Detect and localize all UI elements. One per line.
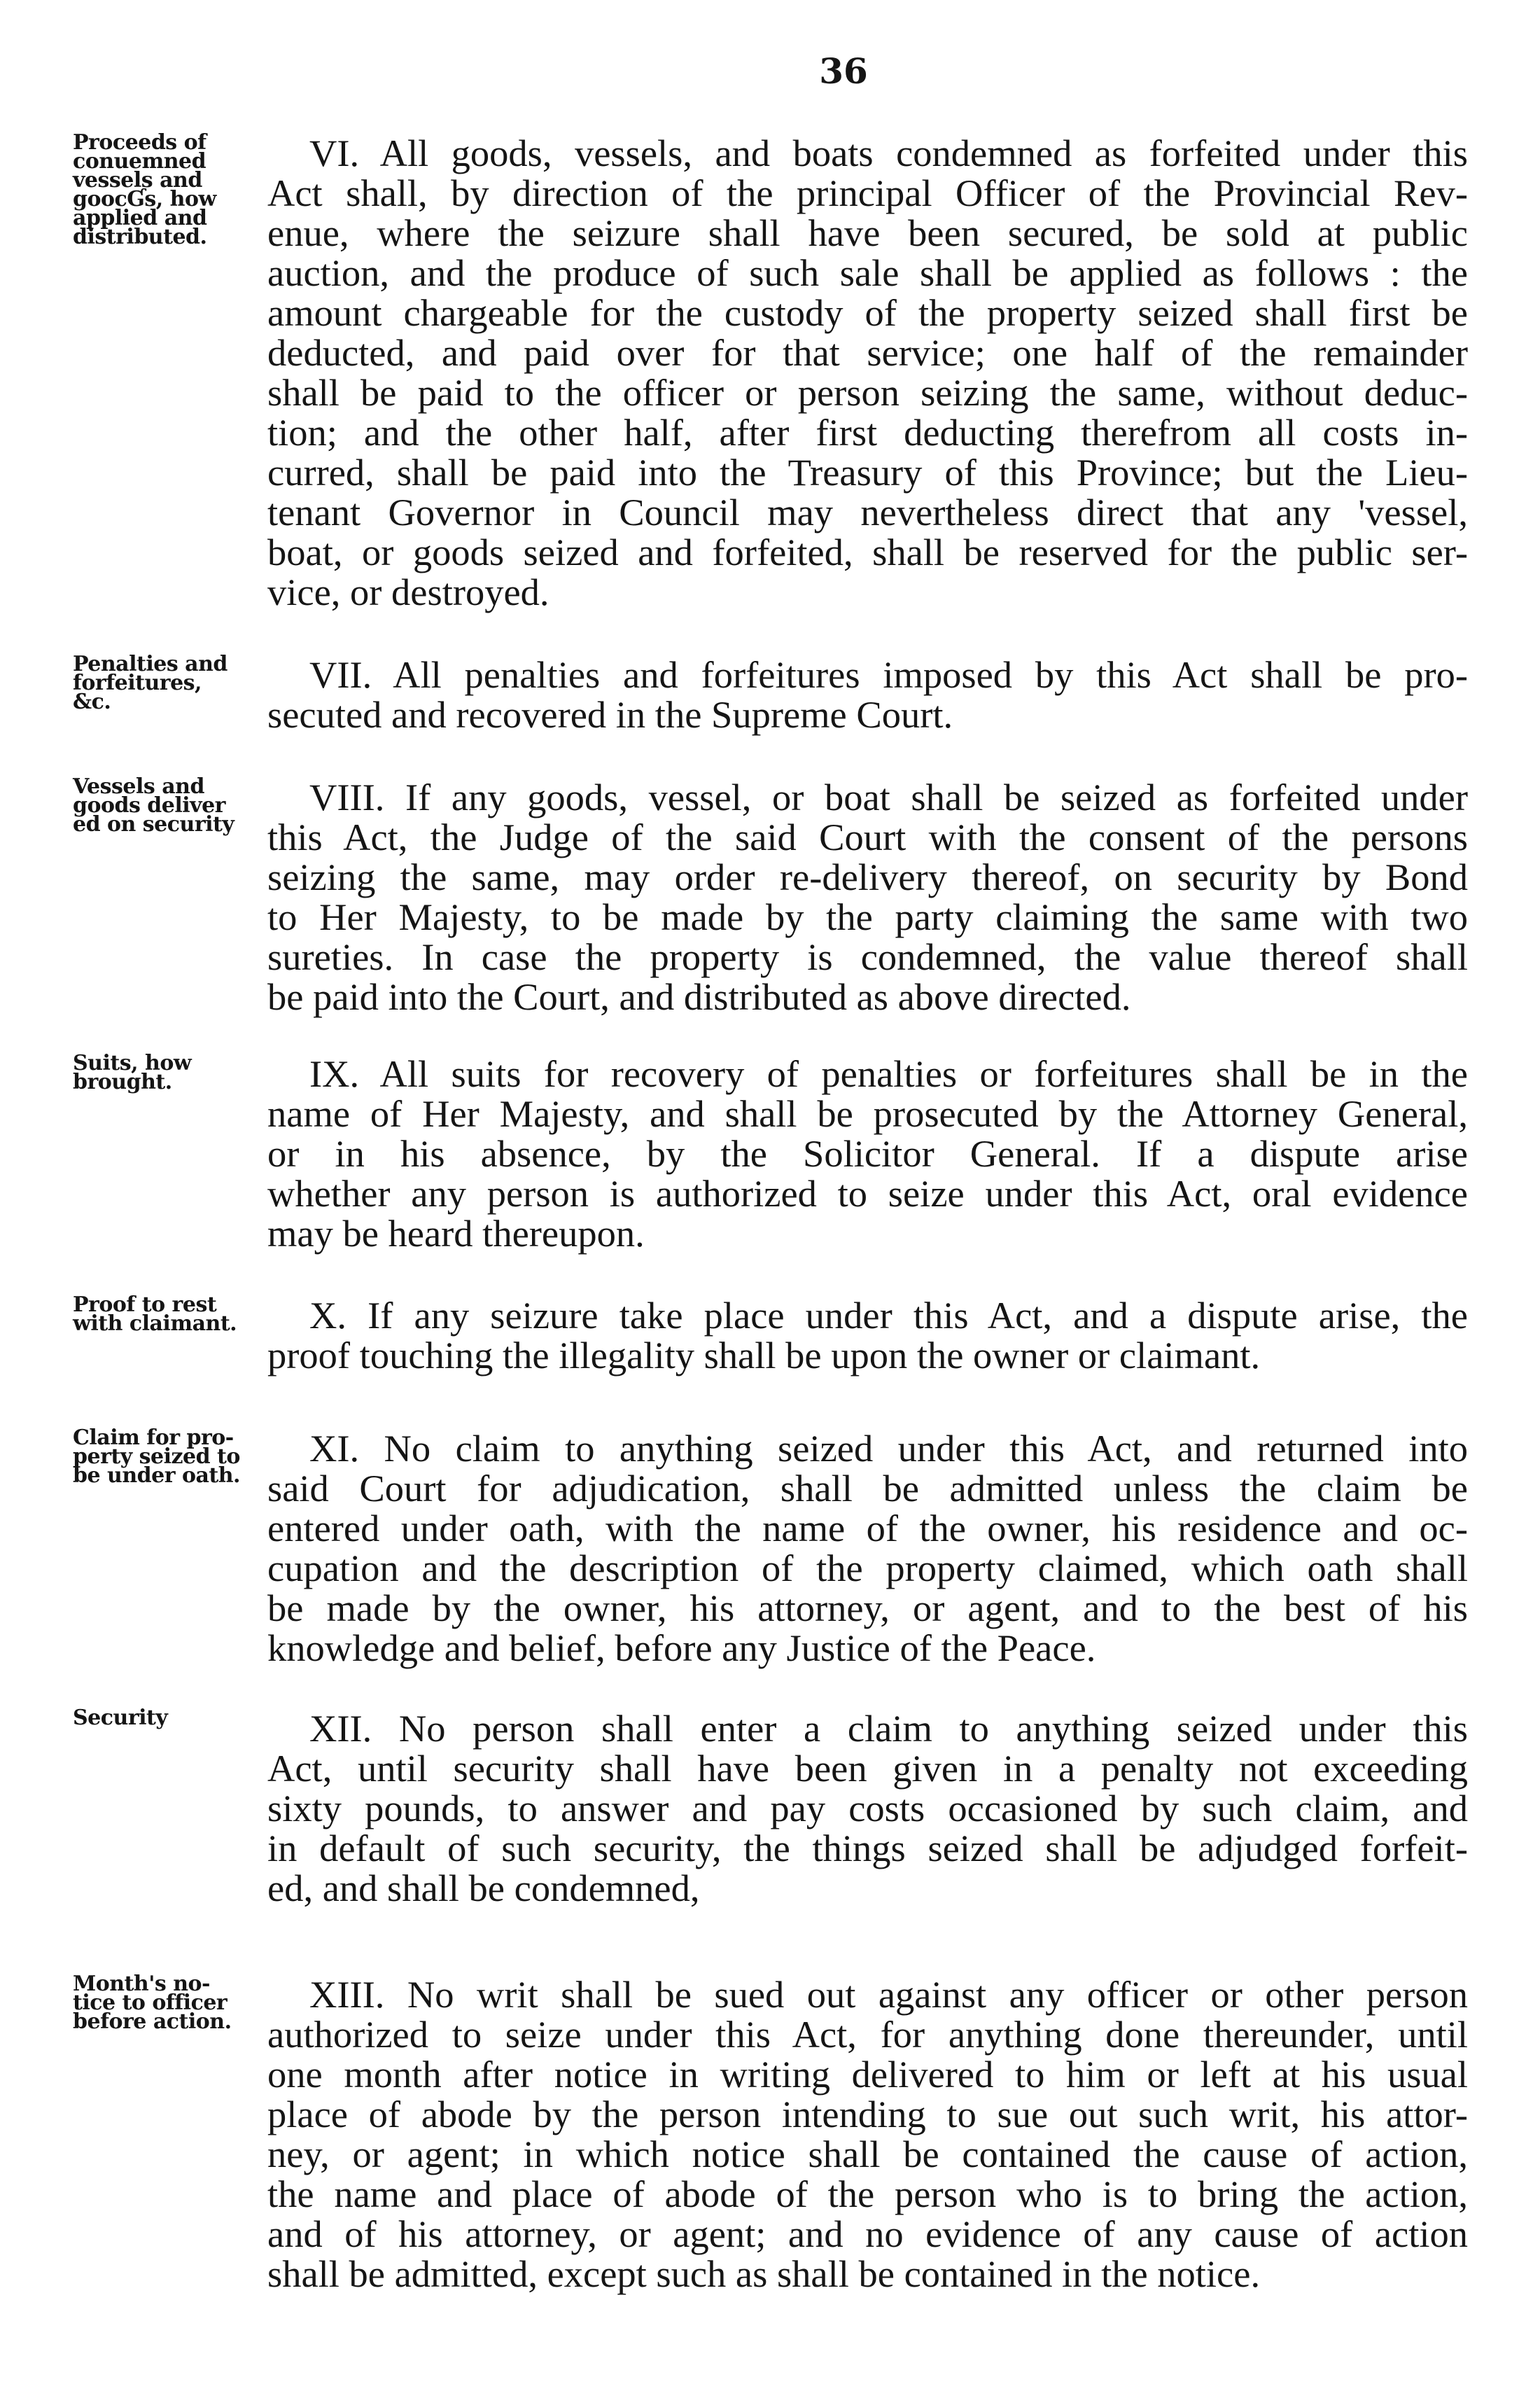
text-line: the name and place of abode of the person who is to bring the action,: [267, 2173, 1468, 2215]
margin-note-line: forfeitures,: [73, 671, 202, 695]
text-line: proof touching the illegality shall be upon the owner or claimant.: [267, 1334, 1261, 1376]
text-line: secuted and recovered in the Supreme Court.: [267, 693, 953, 736]
text-line: Act shall, by direction of the principal Officer of the Provincial Rev-: [267, 172, 1468, 214]
page-number: 36: [819, 50, 868, 92]
margin-note-line: Proof to rest: [73, 1292, 217, 1317]
margin-note: [73, 1972, 272, 2034]
text-line: shall be paid to the officer or person seizing the same, without deduc-: [267, 371, 1468, 414]
margin-note-line: distributed.: [73, 225, 207, 249]
margin-note-line: applied and: [73, 206, 207, 230]
text-line: place of abode by the person intending to sue out such writ, his attor-: [267, 2093, 1468, 2135]
text-line: whether any person is authorized to seize under this Act, oral evidence: [267, 1172, 1468, 1215]
text-line: boat, or goods seized and forfeited, shall be reserved for the public ser-: [267, 531, 1468, 573]
margin-note-line: tice to officer: [73, 1991, 227, 2015]
text-line: sixty pounds, to answer and pay costs occasioned by such claim, and: [267, 1787, 1468, 1829]
text-line: Act, until security shall have been given in a penalty not exceeding: [267, 1747, 1468, 1790]
text-line: tenant Governor in Council may nevertheless direct that any 'vessel,: [267, 491, 1468, 534]
section-text: [267, 1428, 1468, 1668]
text-line: entered under oath, with the name of the owner, his residence and oc-: [267, 1507, 1468, 1549]
margin-note: [73, 130, 272, 249]
text-line: auction, and the produce of such sale shall be applied as follows : the: [267, 251, 1468, 294]
text-line: be made by the owner, his attorney, or agent, and to the best of his: [267, 1587, 1468, 1629]
text-line: may be heard thereupon.: [267, 1212, 645, 1255]
text-line: cupation and the description of the property claimed, which oath shall: [267, 1547, 1468, 1589]
margin-note-line: Security: [73, 1706, 168, 1730]
text-line: XI. No claim to anything seized under this Act, and returned into: [309, 1427, 1468, 1470]
margin-note-line: &c.: [73, 690, 111, 714]
margin-note-line: goods deliver: [73, 793, 225, 818]
text-line: one month after notice in writing delivered to him or left at his usual: [267, 2053, 1468, 2096]
text-line: knowledge and belief, before any Justice of the Peace.: [267, 1626, 1096, 1669]
text-line: seizing the same, may order re-delivery thereof, on security by Bond: [267, 856, 1468, 898]
text-line: tion; and the other half, after first deducting therefrom all costs in-: [267, 411, 1468, 454]
text-line: this Act, the Judge of the said Court with the consent of the persons: [267, 816, 1468, 858]
section-text: [267, 777, 1468, 1017]
section-text: [267, 1708, 1468, 1908]
text-line: X. If any seizure take place under this Act, and a dispute arise, the: [309, 1294, 1468, 1337]
section-text: [267, 1054, 1468, 1253]
text-line: shall be admitted, except such as shall be contained in the notice.: [267, 2252, 1261, 2295]
margin-note: [73, 652, 272, 714]
text-line: VIII. If any goods, vessel, or boat shall be seized as forfeited under: [309, 776, 1468, 818]
margin-note-line: be under oath.: [73, 1463, 241, 1488]
margin-note-line: brought.: [73, 1070, 172, 1094]
margin-note-line: Vessels and: [73, 774, 204, 799]
margin-note-line: goocƓs, how: [73, 187, 216, 211]
margin-note-line: with claimant.: [73, 1311, 237, 1336]
text-line: and of his attorney, or agent; and no evidence of any cause of action: [267, 2212, 1468, 2255]
text-line: XIII. No writ shall be sued out against any officer or other person: [309, 1973, 1468, 2016]
text-line: be paid into the Court, and distributed as above directed.: [267, 975, 1131, 1018]
section-text: [267, 133, 1468, 612]
margin-note-line: Suits, how: [73, 1051, 192, 1075]
text-line: vice, or destroyed.: [267, 571, 550, 613]
text-line: sureties. In case the property is condemned, the value thereof shall: [267, 935, 1468, 978]
text-line: IX. All suits for recovery of penalties or forfeitures shall be in the: [309, 1052, 1468, 1095]
margin-note: [73, 1292, 272, 1336]
text-line: amount chargeable for the custody of the property seized shall first be: [267, 291, 1468, 334]
margin-note: [73, 1425, 272, 1488]
margin-note-line: before action.: [73, 2009, 232, 2034]
text-line: name of Her Majesty, and shall be prosecuted by the Attorney General,: [267, 1092, 1468, 1135]
text-line: authorized to seize under this Act, for anything done thereunder, until: [267, 2013, 1468, 2056]
text-line: in default of such security, the things seized shall be adjudged forfeit-: [267, 1827, 1468, 1869]
text-line: curred, shall be paid into the Treasury of this Province; but the Lieu-: [267, 451, 1468, 494]
text-line: VII. All penalties and forfeitures imposed by this Act shall be pro-: [309, 653, 1468, 696]
text-line: ney, or agent; in which notice shall be contained the cause of action,: [267, 2133, 1468, 2175]
margin-note: [73, 1706, 272, 1730]
margin-note: [73, 774, 272, 837]
margin-note-line: vessels and: [73, 168, 202, 193]
margin-note-line: Claim for pro-: [73, 1425, 234, 1450]
text-line: enue, where the seizure shall have been secured, be sold at public: [267, 211, 1468, 254]
text-line: said Court for adjudication, shall be admitted unless the claim be: [267, 1467, 1468, 1510]
section-text: [267, 655, 1468, 734]
margin-note-line: Penalties and: [73, 652, 227, 676]
margin-note-line: perty seized to: [73, 1444, 240, 1469]
margin-note-line: conuemned: [73, 149, 206, 174]
section-text: [267, 1974, 1468, 2294]
text-line: or in his absence, by the Solicitor General. If a dispute arise: [267, 1132, 1468, 1175]
margin-note-line: ed on security: [73, 812, 234, 837]
section-text: [267, 1295, 1468, 1375]
text-line: VI. All goods, vessels, and boats condemned as forfeited under this: [309, 132, 1468, 174]
margin-note-line: Proceeds of: [73, 130, 206, 155]
margin-note-line: Month's no-: [73, 1972, 210, 1996]
text-line: to Her Majesty, to be made by the party claiming the same with two: [267, 895, 1468, 938]
text-line: ed, and shall be condemned,: [267, 1867, 700, 1909]
text-line: deducted, and paid over for that service; one half of the remainder: [267, 331, 1468, 374]
margin-note: [73, 1051, 272, 1094]
text-line: XII. No person shall enter a claim to anything seized under this: [309, 1707, 1468, 1750]
